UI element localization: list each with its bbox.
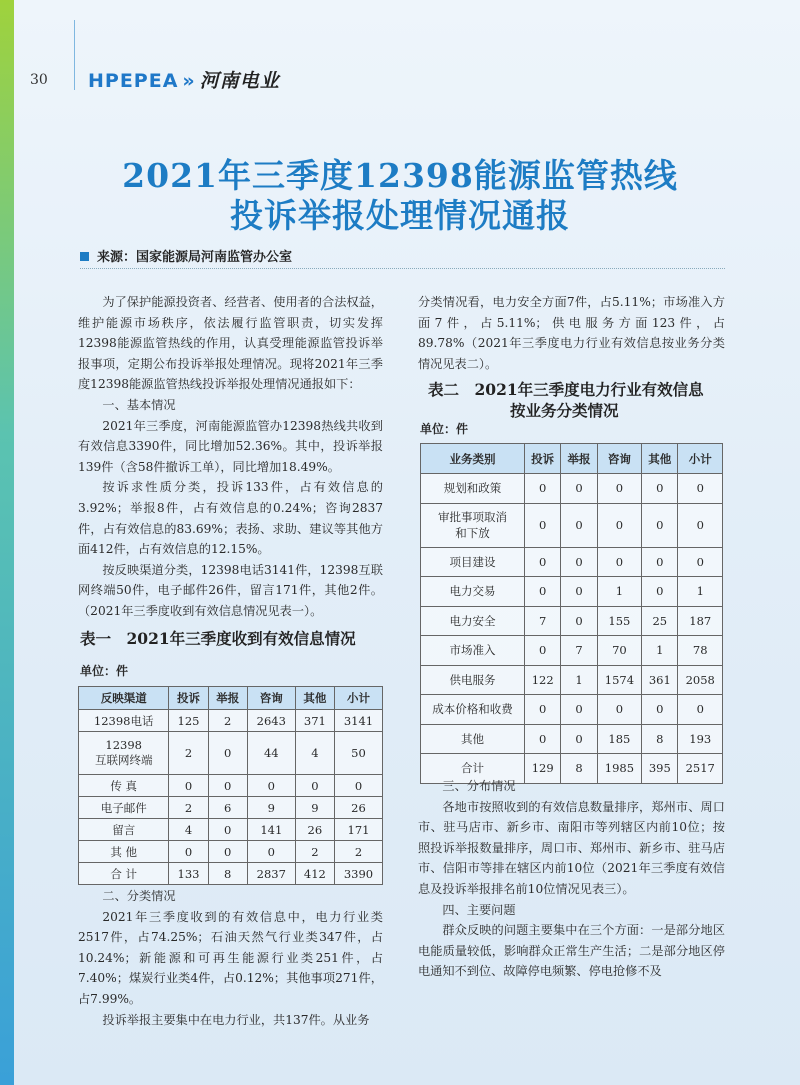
table-row — [79, 710, 383, 732]
table-cell: 0 — [597, 547, 641, 577]
table-cell: 0 — [561, 606, 597, 636]
dotted-divider — [80, 268, 725, 269]
table-header-cell: 其他 — [295, 687, 334, 710]
table-cell: 其他 — [421, 724, 525, 754]
table-cell: 0 — [208, 732, 247, 775]
table-cell: 2058 — [678, 665, 723, 695]
table-header-cell: 其他 — [642, 444, 678, 474]
table-cell: 0 — [678, 547, 723, 577]
paragraph: 为了保护能源投资者、经营者、使用者的合法权益，维护能源市场秩序，依法履行监管职责，切实发挥12398能源监管热线的作用，认真受理能源监管投诉举报事项，定期公布投诉举报处理情况。现将2021年三季度12398能源监管热线投诉举报处理情况通报如下： — [78, 295, 383, 392]
table-cell: 传 真 — [79, 775, 169, 797]
table-header-row — [421, 444, 723, 474]
table-cell: 1 — [561, 665, 597, 695]
table-cell: 电力安全 — [421, 606, 525, 636]
table-cell: 0 — [561, 695, 597, 725]
table-cell: 2643 — [247, 710, 295, 732]
table-cell: 9 — [295, 797, 334, 819]
table-cell: 0 — [642, 577, 678, 607]
table-cell: 6 — [208, 797, 247, 819]
table-cell: 0 — [597, 695, 641, 725]
table-cell: 0 — [678, 474, 723, 504]
table-cell: 122 — [525, 665, 561, 695]
table-cell: 125 — [169, 710, 208, 732]
table-cell: 0 — [169, 841, 208, 863]
table-header-cell: 小计 — [678, 444, 723, 474]
square-bullet-icon — [80, 252, 89, 261]
table-cell: 供电服务 — [421, 665, 525, 695]
table-cell: 171 — [334, 819, 382, 841]
table-cell: 25 — [642, 606, 678, 636]
table-header-cell: 举报 — [208, 687, 247, 710]
table-row — [421, 474, 723, 504]
paragraph: 2021年三季度，河南能源监管办12398热线共收到有效信息3390件，同比增加52.36%。其中，投诉举报139件（含58件撤诉工单），同比增加18.49%。 — [78, 418, 383, 474]
table-row — [79, 775, 383, 797]
table-cell: 0 — [525, 577, 561, 607]
section-heading: 一、基本情况 — [102, 397, 176, 412]
table2-title-line2: 按业务分类情况 — [510, 401, 619, 420]
table-cell: 2 — [295, 841, 334, 863]
paragraph: 群众反映的问题主要集中在三个方面：一是部分地区电能质量较低，影响群众正常生产生活；二是部分地区停电通知不到位、故障停电频繁、停电抢修不及 — [418, 923, 725, 979]
paragraph: 分类情况看，电力安全方面7件，占5.11%；市场准入方面7件，占5.11%；供电服务方面123件，占89.78%（2021年三季度电力行业有效信息按业务分类情况见表二）。 — [418, 295, 725, 371]
table-cell: 12398 互联网终端 — [79, 732, 169, 775]
left-column-text — [78, 292, 383, 622]
table-row — [79, 797, 383, 819]
table-cell: 市场准入 — [421, 636, 525, 666]
table-cell: 2837 — [247, 863, 295, 885]
table-cell: 185 — [597, 724, 641, 754]
table-cell: 1985 — [597, 754, 641, 784]
table-cell: 0 — [525, 724, 561, 754]
table-cell: 2 — [208, 710, 247, 732]
page-number: 30 — [30, 72, 48, 88]
table-cell: 0 — [525, 695, 561, 725]
table-cell: 141 — [247, 819, 295, 841]
table-cell: 395 — [642, 754, 678, 784]
table-cell: 0 — [678, 695, 723, 725]
magazine-logo — [88, 66, 280, 93]
table-cell: 成本价格和收费 — [421, 695, 525, 725]
table-cell: 0 — [561, 474, 597, 504]
right-column-text-2 — [418, 776, 725, 982]
right-column-text — [418, 292, 725, 374]
table-cell: 0 — [597, 503, 641, 547]
table-cell: 44 — [247, 732, 295, 775]
article-title-line2: 投诉举报处理情况通报 — [230, 196, 570, 235]
table-header-cell: 咨询 — [247, 687, 295, 710]
table-cell: 合计 — [421, 754, 525, 784]
table-cell: 2 — [334, 841, 382, 863]
table-cell: 0 — [247, 775, 295, 797]
table-cell: 78 — [678, 636, 723, 666]
table-cell: 371 — [295, 710, 334, 732]
table-cell: 0 — [642, 474, 678, 504]
table-cell: 0 — [334, 775, 382, 797]
article-source — [80, 246, 292, 265]
table-cell: 8 — [561, 754, 597, 784]
logo-latin: HPEPEA — [88, 70, 179, 92]
table-header-row — [79, 687, 383, 710]
table-cell: 4 — [295, 732, 334, 775]
table-cell: 0 — [642, 695, 678, 725]
table-header-cell: 举报 — [561, 444, 597, 474]
table-cell: 0 — [561, 503, 597, 547]
table-cell: 0 — [642, 547, 678, 577]
table-cell: 1 — [678, 577, 723, 607]
table-header-cell: 咨询 — [597, 444, 641, 474]
table-cell: 0 — [208, 775, 247, 797]
table-cell: 133 — [169, 863, 208, 885]
table-cell: 其 他 — [79, 841, 169, 863]
table-cell: 7 — [561, 636, 597, 666]
table-cell: 3141 — [334, 710, 382, 732]
paragraph: 投诉举报主要集中在电力行业，共137件。从业务 — [102, 1012, 370, 1027]
table-cell: 0 — [597, 474, 641, 504]
table1 — [78, 686, 383, 885]
table-row — [421, 636, 723, 666]
table-header-cell: 投诉 — [525, 444, 561, 474]
table-header-cell: 投诉 — [169, 687, 208, 710]
table-cell: 0 — [642, 503, 678, 547]
table-row — [79, 863, 383, 885]
table-cell: 0 — [525, 547, 561, 577]
table-cell: 412 — [295, 863, 334, 885]
table-cell: 0 — [295, 775, 334, 797]
header-divider — [74, 20, 75, 90]
table-cell: 7 — [525, 606, 561, 636]
table-cell: 0 — [525, 636, 561, 666]
section-heading: 二、分类情况 — [102, 889, 176, 903]
table1-unit: 单位：件 — [80, 664, 129, 678]
table-cell: 155 — [597, 606, 641, 636]
logo-chinese: 河南电业 — [199, 70, 280, 92]
table-cell: 0 — [169, 775, 208, 797]
table-cell: 70 — [597, 636, 641, 666]
table-cell: 4 — [169, 819, 208, 841]
table-row — [421, 503, 723, 547]
table2-title-line1: 表二 2021年三季度电力行业有效信息 — [428, 380, 704, 399]
table-cell: 0 — [525, 503, 561, 547]
table-cell: 0 — [561, 577, 597, 607]
table-cell: 2 — [169, 732, 208, 775]
table-cell: 1574 — [597, 665, 641, 695]
table-cell: 12398电话 — [79, 710, 169, 732]
table-cell: 0 — [678, 503, 723, 547]
paragraph: 各地市按照收到的有效信息数量排序，郑州市、周口市、驻马店市、新乡市、南阳市等列辖区内前10位；按照投诉举报数量排序，周口市、郑州市、新乡市、驻马店市、信阳市等排在辖区内前10位（2021年三季度有效信息及投诉举报排名前10位情况见表三）。 — [418, 799, 725, 896]
table-cell: 0 — [561, 724, 597, 754]
table-cell: 361 — [642, 665, 678, 695]
table-cell: 电子邮件 — [79, 797, 169, 819]
table-cell: 129 — [525, 754, 561, 784]
table-cell: 187 — [678, 606, 723, 636]
table-cell: 3390 — [334, 863, 382, 885]
table-cell: 0 — [208, 819, 247, 841]
table-cell: 0 — [525, 474, 561, 504]
article-title-line1: 2021年三季度12398能源监管热线 — [122, 156, 678, 195]
logo-separator-icon: » — [182, 70, 196, 92]
table-header-cell: 业务类别 — [421, 444, 525, 474]
table-header-cell: 小计 — [334, 687, 382, 710]
table-row — [421, 606, 723, 636]
source-text: 来源：国家能源局河南监管办公室 — [97, 250, 293, 265]
table-row — [421, 724, 723, 754]
table-cell: 9 — [247, 797, 295, 819]
table-cell: 193 — [678, 724, 723, 754]
table2-unit: 单位：件 — [420, 422, 469, 436]
table-cell: 8 — [642, 724, 678, 754]
table-cell: 50 — [334, 732, 382, 775]
table-cell: 26 — [334, 797, 382, 819]
table-cell: 0 — [561, 547, 597, 577]
table-header-cell: 反映渠道 — [79, 687, 169, 710]
paragraph: 2021年三季度收到的有效信息中，电力行业类2517件，占74.25%；石油天然气行业类347件，占10.24%；新能源和可再生能源行业类251件，占7.40%；煤炭行业类4件，占0.12%；其他事项271件，占7.99%。 — [78, 909, 383, 1006]
table-row — [421, 547, 723, 577]
table-cell: 规划和政策 — [421, 474, 525, 504]
table-row — [79, 819, 383, 841]
table-cell: 2517 — [678, 754, 723, 784]
table-row — [421, 695, 723, 725]
table-cell: 1 — [642, 636, 678, 666]
table2 — [420, 443, 723, 784]
table-cell: 电力交易 — [421, 577, 525, 607]
table-cell: 0 — [208, 841, 247, 863]
table-cell: 项目建设 — [421, 547, 525, 577]
section-heading: 四、主要问题 — [442, 902, 516, 917]
table-cell: 1 — [597, 577, 641, 607]
left-column-text-2 — [78, 886, 383, 1030]
paragraph: 按诉求性质分类，投诉133件，占有效信息的3.92%；举报8件，占有效信息的0.24%；咨询2837件，占有效信息的83.69%；表扬、求助、建议等其他方面412件，占有效信息的12.15%。 — [78, 480, 383, 557]
table-cell: 留言 — [79, 819, 169, 841]
table-row — [421, 577, 723, 607]
table-row — [79, 732, 383, 775]
table-cell: 8 — [208, 863, 247, 885]
table-cell: 0 — [247, 841, 295, 863]
table-cell: 26 — [295, 819, 334, 841]
table-cell: 2 — [169, 797, 208, 819]
table1-title: 表一 2021年三季度收到有效信息情况 — [80, 629, 356, 648]
paragraph: 按反映渠道分类，12398电话3141件，12398互联网终端50件，电子邮件26件，留言171件，其他2件。（2021年三季度收到有效信息情况见表一）。 — [78, 562, 383, 618]
table-row — [421, 665, 723, 695]
table-row — [79, 841, 383, 863]
table-cell: 合 计 — [79, 863, 169, 885]
table-cell: 审批事项取消 和下放 — [421, 503, 525, 547]
section-heading: 三、分布情况 — [442, 779, 516, 793]
